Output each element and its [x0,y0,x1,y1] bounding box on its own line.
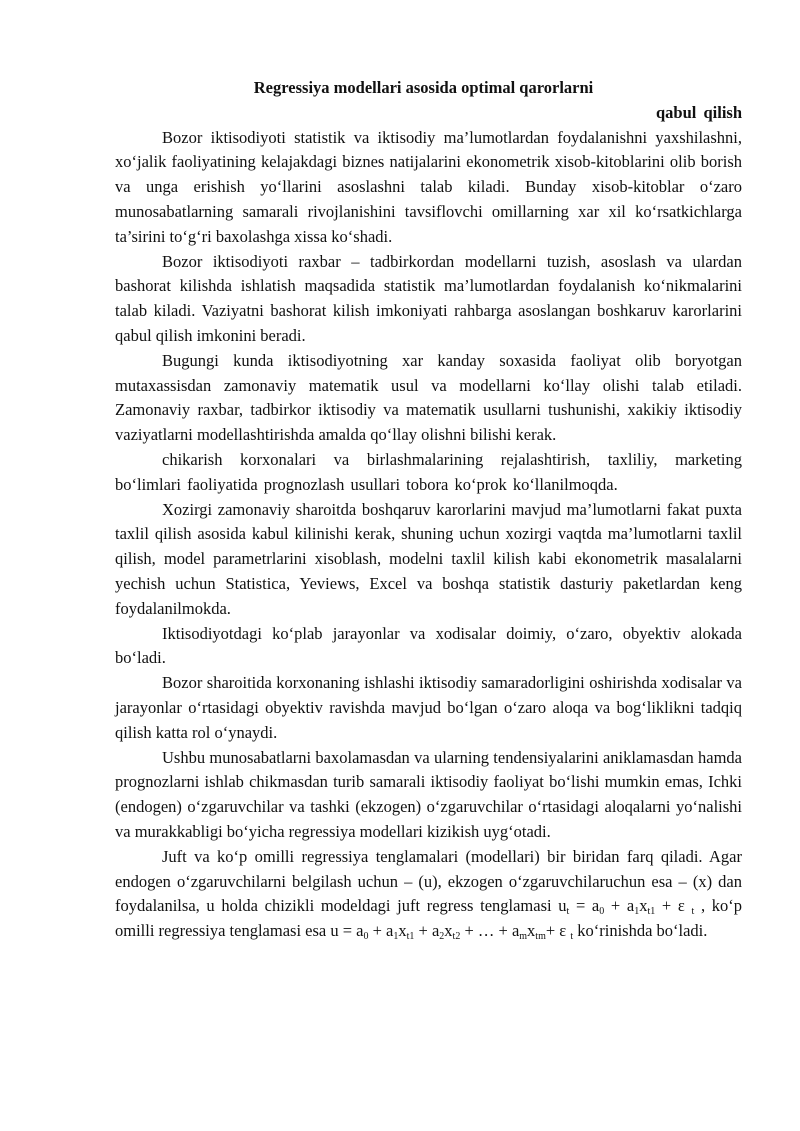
paragraph: chikarish korxonalari va birlashmalarining rejalashtirish, taxliliy, marketing bo‘limlari faoliyatida prognozlash usullari tobora ko‘prok ko‘llanilmoqda. [115,449,742,494]
paragraph: Iktisodiyotdagi ko‘plab jarayonlar va xodisalar doimiy, o‘zaro, obyektiv alokada bo‘ladi. [115,623,742,668]
paragraph-regression-equations: Juft va ko‘p omilli regressiya tenglamalari (modellari) bir biridan farq qiladi. Agar endogen o‘zgaruvchilarni belgilash uchun – (u), ekzogen o‘zgaruvchilaruchun esa – (x) dan foydalanilsa, u holda chizikli modeldagi juft regress tenglamasi $u_t = a_0 + a_1x_{t1} + \varepsilon$ $_t$ , ko‘p omilli regressiya tenglamasi esa $u = a_0 + a_1x_{t1} + a_2x_{t2}$ + … + $a_mx_{tm}+ \varepsilon$ $_t$ ko‘rinishda bo‘ladi. [115,846,742,943]
paragraph: Bozor iktisodiyoti raxbar – tadbirkordan modellarni tuzish, asoslash va ulardan bashorat kilishda ishlatish maqsadida statistik ma’lumotlardan foydalanish ko‘nikmalarini talab kiladi. Vaziyatni bashorat kilish imkoniyati rahbarga asoslangan boshkaruv karorlarini qabul qilish imkonini beradi. [115,251,742,345]
paragraph: Bugungi kunda iktisodiyotning xar kanday soxasida faoliyat olib boryotgan mutaxassisdan zamonaviy matematik usul va modellarni ko‘llay olishi talab etiladi. Zamonaviy raxbar, tadbirkor iktisodiy va matematik usullarni tushunishi, xakikiy iktisodiy vaziyatlarni modellashtirishda amalda qo‘llay olishni bilishi kerak. [115,350,742,445]
paragraph: Xozirgi zamonaviy sharoitda boshqaruv karorlarini mavjud ma’lumotlarni fakat puxta taxlil qilish asosida kabul kilinishi kerak, shuning uchun xozirgi vaqtda ma’lumotlarni taxlil qilish, model parametrlarini xisoblash, modelni taxlil kilish kabi ekonometrik masalalarni yechish uchun Statistica, Yeviews, Excel va boshqa statistik dasturiy paketlardan keng foydalanilmokda. [115,499,742,618]
paragraph: Ushbu munosabatlarni baxolamasdan va ularning tendensiyalarini aniklamasdan hamda prognozlarni ishlab chikmasdan turib samarali iktisodiy faoliyat bo‘lishi mumkin emas, Ichki (endogen) o‘zgaruvchilar va tashki (ekzogen) o‘zgaruvchilar o‘rtasidagi aloqalarni yo‘nalishi va murakkabligi bo‘yicha regressiya modellari kizikish uyg‘otadi. [115,747,742,841]
document-page [115,76,742,944]
paragraph: Bozor iktisodiyoti statistik va iktisodiy ma’lumotlardan foydalanishni yaxshilashni, xo‘jalik faoliyatining kelajakdagi biznes natijalarini ekonometrik xisob-kitoblarini olib borish va unga erishish yo‘llarini asoslashni talab kiladi. Bunday xisob-kitoblar o‘zaro munosabatlarning samarali rivojlanishini tavsiflovchi omillarning xar xil ko‘rsatkichlarga ta’sirini to‘g‘ri baxolashga xissa ko‘shadi. [115,127,742,246]
paragraph: Bozor sharoitida korxonaning ishlashi iktisodiy samaradorligini oshirishda xodisalar va jarayonlar o‘rtasidagi obyektiv ravishda mavjud bo‘lgan o‘zaro aloqa va bog‘liklikni tadqiq qilish katta rol o‘ynaydi. [115,673,742,742]
document-title: Regressiya modellari asosida optimal qarorlarni [253,78,594,97]
document-title-continued: qabul qilish [655,102,742,122]
